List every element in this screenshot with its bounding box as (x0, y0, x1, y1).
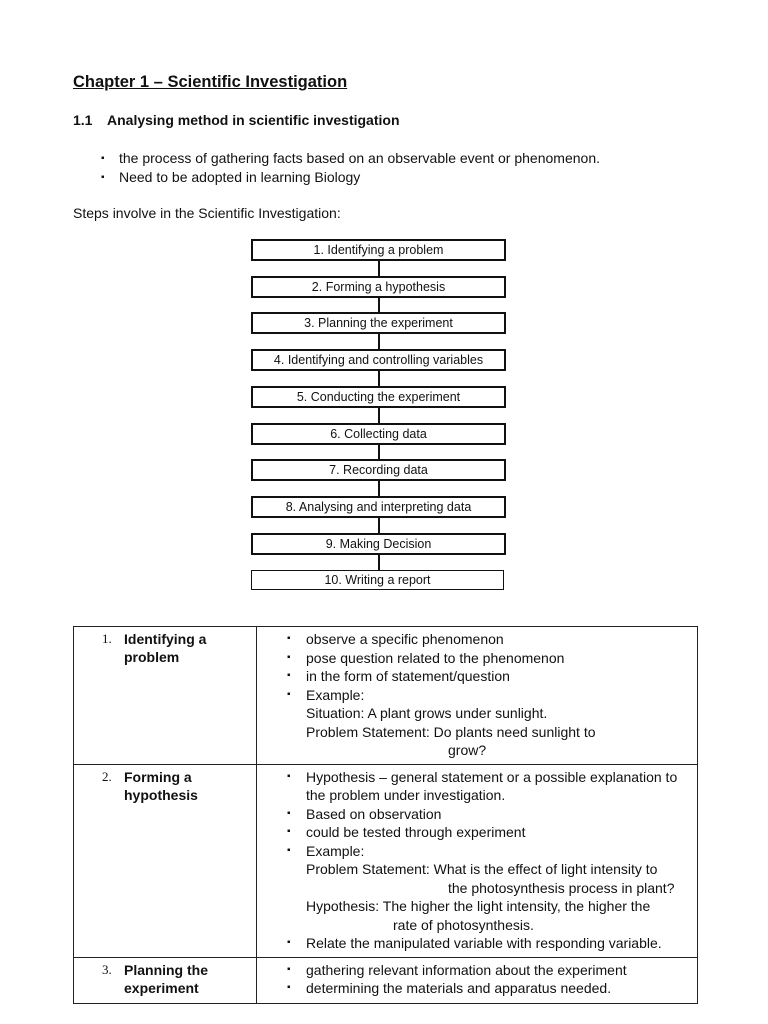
list-item: ▪ observe a specific phenomenon (287, 630, 691, 649)
flow-connector (378, 516, 380, 533)
list-item: ▪ Relate the manipulated variable with responding variable. (287, 934, 691, 953)
list-item (287, 686, 691, 760)
flow-connector (378, 406, 380, 423)
row-title: Forming a hypothesis (124, 768, 198, 803)
intro-bullet: ▪ Need to be adopted in learning Biology (101, 168, 600, 187)
row-title: Planning the experiment (124, 961, 208, 996)
step-content-cell (257, 957, 698, 1003)
flow-step-5: 5. Conducting the experiment (251, 386, 506, 408)
list-item: ▪ Hypothesis – general statement or a possible explanation to the problem under investigation. (287, 768, 691, 805)
table-row (74, 957, 698, 1003)
flow-step-8: 8. Analysing and interpreting data (251, 496, 506, 518)
list-item: ▪ gathering relevant information about the experiment (287, 961, 691, 980)
list-item: ▪ in the form of statement/question (287, 667, 691, 686)
list-item: ▪ pose question related to the phenomenon (287, 649, 691, 668)
flow-step-7: 7. Recording data (251, 459, 506, 481)
table-row (74, 764, 698, 957)
flow-step-2: 2. Forming a hypothesis (251, 276, 506, 298)
flow-step-1: 1. Identifying a problem (251, 239, 506, 261)
step-label-cell (74, 957, 257, 1003)
steps-table (73, 626, 698, 1004)
step-content-cell (257, 764, 698, 957)
example-line: Problem Statement: What is the effect of light intensity to (306, 861, 658, 877)
section-heading (73, 112, 400, 128)
example-line: the photosynthesis process in plant? (448, 879, 675, 896)
example-line: Situation: A plant grows under sunlight. (306, 705, 548, 721)
flow-connector (378, 296, 380, 313)
flow-step-3: 3. Planning the experiment (251, 312, 506, 334)
row-number: 1. (102, 631, 112, 646)
flow-step-10: 10. Writing a report (251, 570, 504, 590)
example-line: rate of photosynthesis. (393, 916, 534, 933)
list-item (287, 842, 691, 935)
flow-connector (378, 259, 380, 276)
table-row (74, 627, 698, 765)
flow-connector (378, 369, 380, 386)
chapter-title: Chapter 1 – Scientific Investigation (73, 73, 348, 91)
list-item: ▪ Based on observation (287, 805, 691, 824)
steps-intro-text: Steps involve in the Scientific Investigation: (73, 205, 341, 221)
flow-step-9: 9. Making Decision (251, 533, 506, 555)
row-title: Identifying a problem (124, 631, 207, 665)
row-number: 2. (102, 768, 112, 784)
section-number: 1.1 (73, 112, 93, 128)
example-line: grow? (448, 742, 487, 758)
example-line: Problem Statement: Do plants need sunlight to (306, 723, 596, 740)
list-item: ▪ determining the materials and apparatus needed. (287, 979, 691, 998)
intro-bullet: ▪ the process of gathering facts based on an observable event or phenomenon. (101, 149, 600, 168)
flow-connector (378, 443, 380, 460)
flow-step-4: 4. Identifying and controlling variables (251, 349, 506, 371)
step-content-cell (257, 627, 698, 765)
list-item: ▪ could be tested through experiment (287, 823, 691, 842)
flow-connector (378, 332, 380, 349)
section-title: Analysing method in scientific investigation (107, 112, 400, 128)
step-label-cell (74, 627, 257, 765)
flow-step-6: 6. Collecting data (251, 423, 506, 445)
row-number: 3. (102, 961, 112, 977)
example-line: Hypothesis: The higher the light intensity, the higher the (306, 898, 651, 914)
step-label-cell (74, 764, 257, 957)
example-label: Example: (306, 686, 365, 703)
flow-connector (378, 479, 380, 496)
intro-bullet-list (101, 149, 600, 187)
example-label: Example: (306, 842, 365, 859)
flow-connector (378, 553, 380, 570)
